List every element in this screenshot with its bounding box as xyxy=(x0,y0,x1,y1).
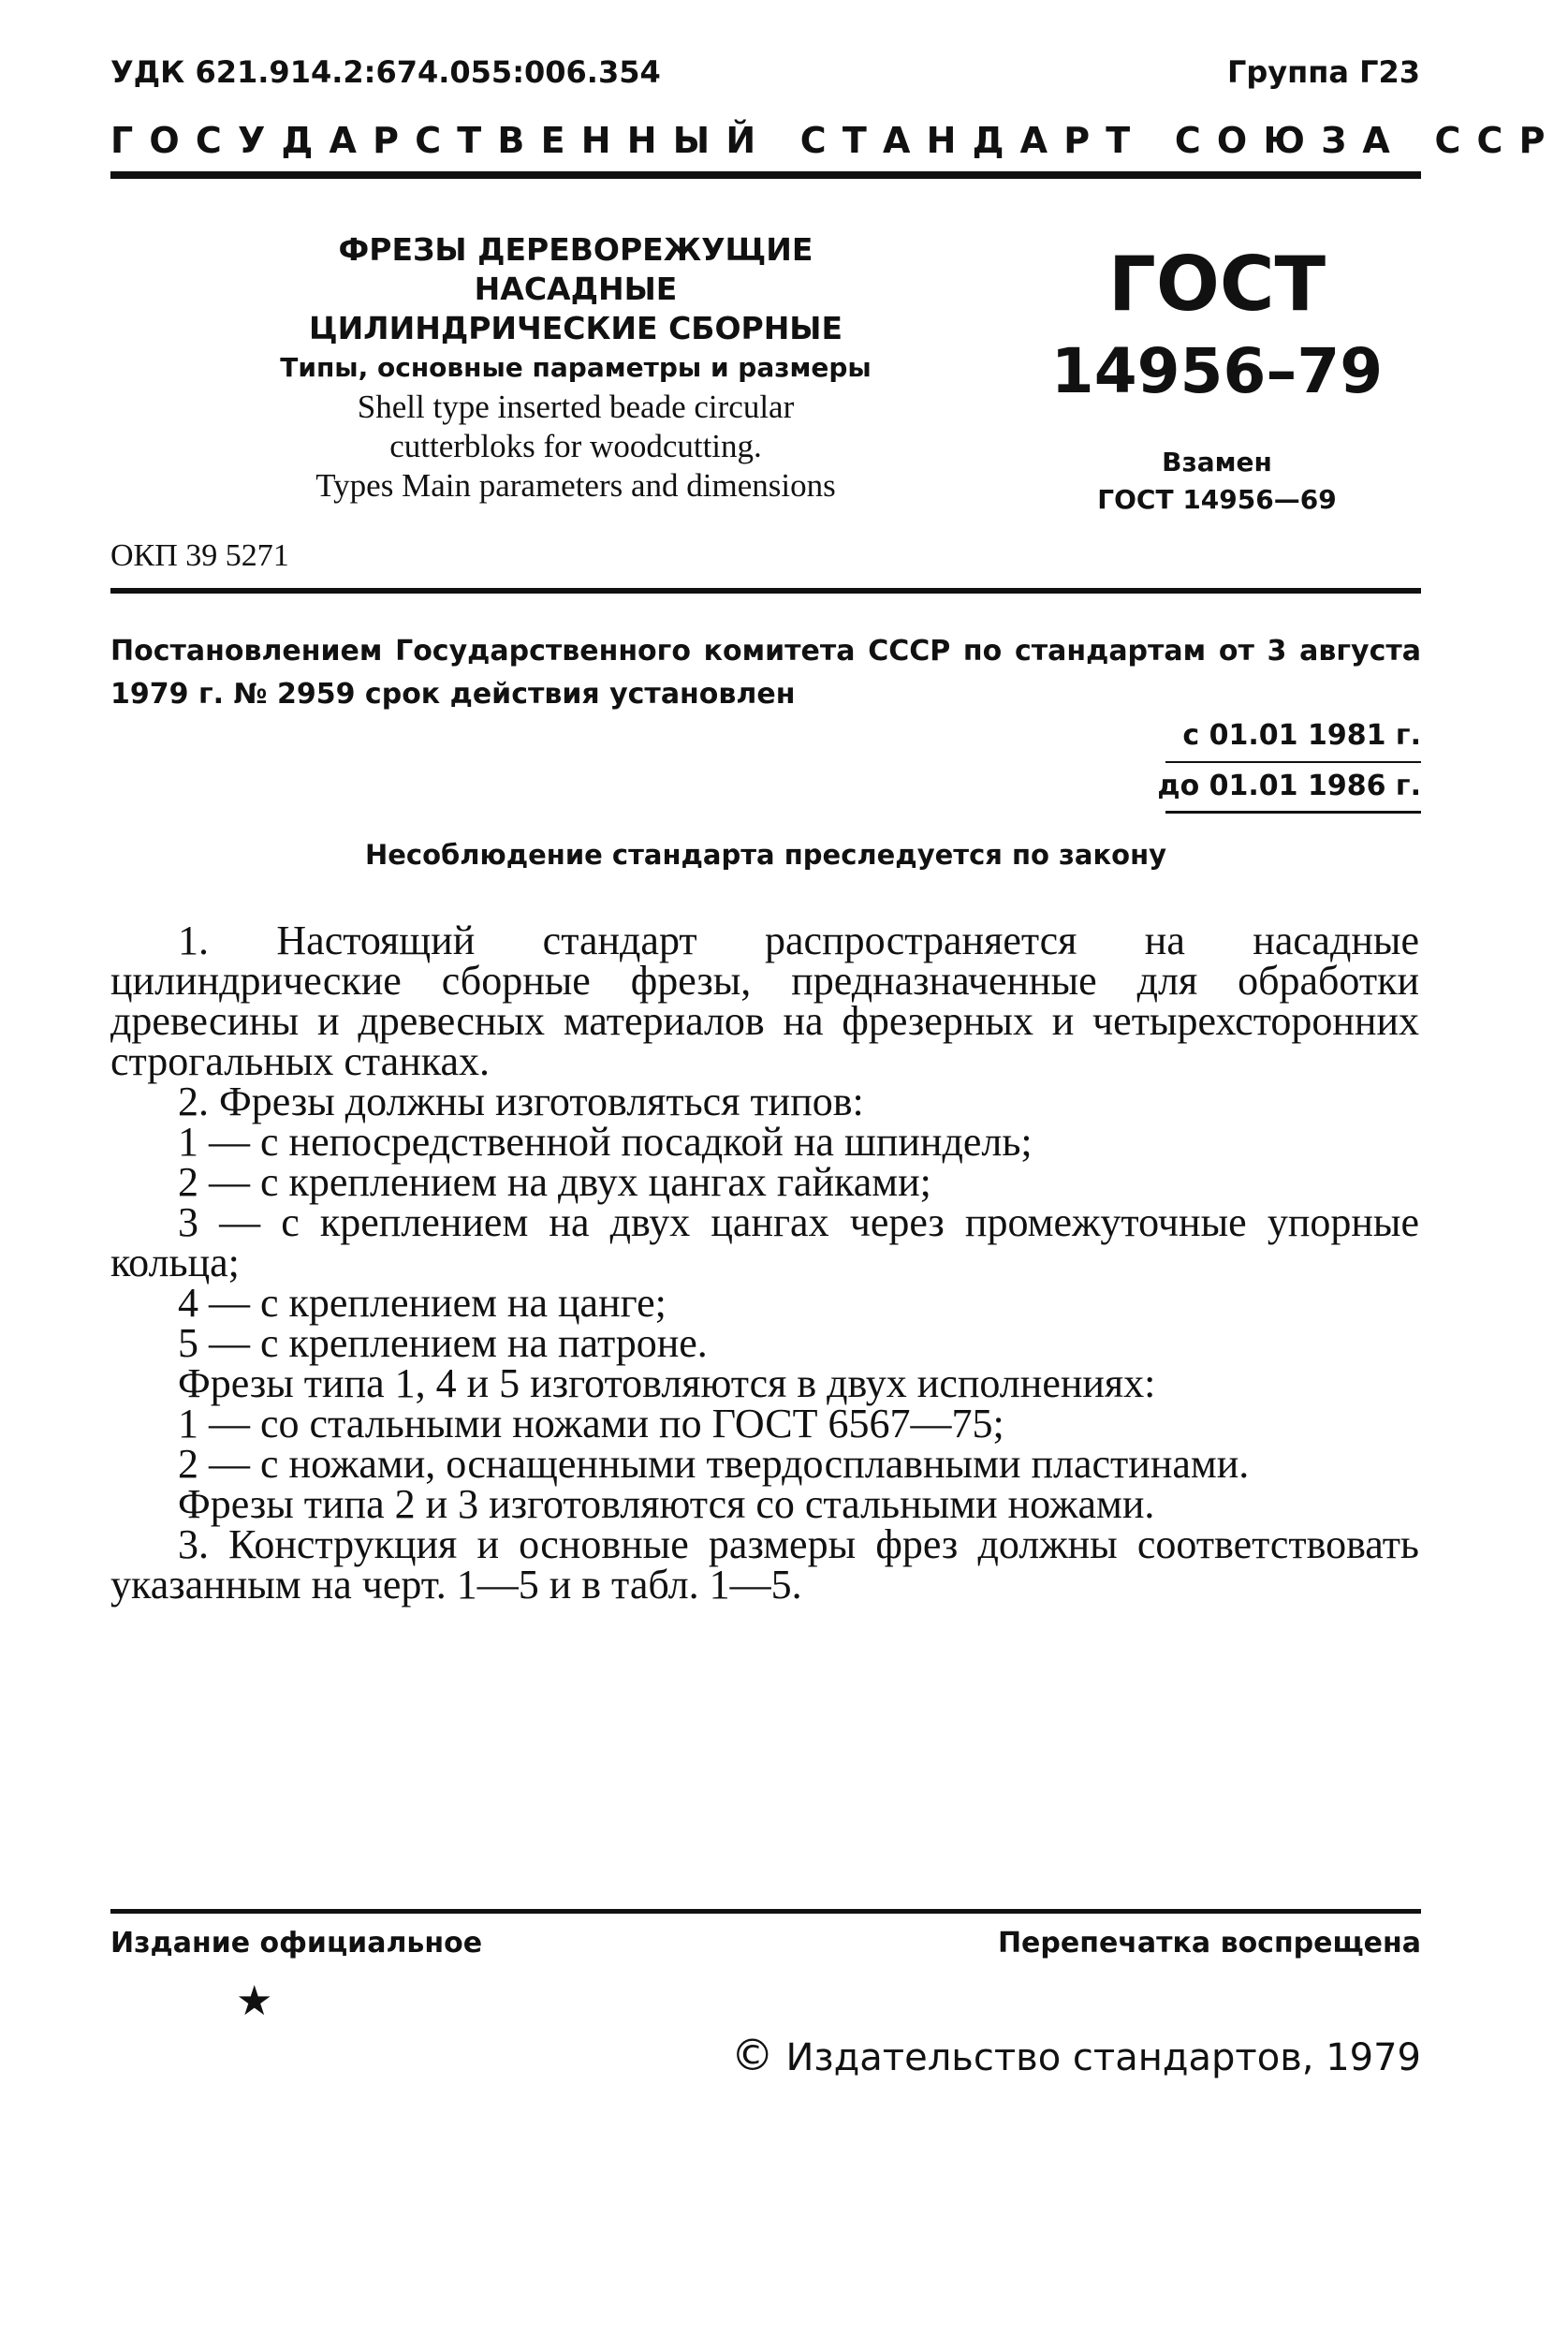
gost-block xyxy=(1039,242,1395,519)
validity-rule-bottom xyxy=(1165,811,1421,814)
gost-number: 14956–79 xyxy=(1050,335,1384,407)
execution-1: 1 — со стальными ножами по ГОСТ 6567—75; xyxy=(178,1401,1004,1446)
type-5: 5 — с креплением на патроне. xyxy=(178,1320,708,1366)
group-code: Группа Г23 xyxy=(1226,54,1420,90)
footer-rule xyxy=(110,1909,1421,1914)
title-en-line3: Types Main parameters and dimensions xyxy=(315,467,836,504)
gost-label: ГОСТ xyxy=(1107,241,1326,328)
paragraph-1: 1. Настоящий стандарт распространяется на насадные цилиндрические сборные фрезы, предназначенные для обработки древесины и древесных материалов на фрезерных и четырехсторонних строгальных станках. xyxy=(110,918,1419,1084)
title-ru-line1: ФРЕЗЫ ДЕРЕВОРЕЖУЩИЕ НАСАДНЫЕ xyxy=(338,231,813,307)
official-edition: Издание официальное xyxy=(110,1927,483,1960)
udk-code: УДК 621.914.2:674.055:006.354 xyxy=(110,54,661,90)
copyright-icon: © xyxy=(730,2030,774,2080)
law-notice: Несоблюдение стандарта преследуется по закону xyxy=(364,839,1167,871)
title-block xyxy=(253,230,899,506)
paragraph-5: 3. Конструкция и основные размеры фрез должны соответствовать указанным на черт. 1—5 и в табл. 1—5. xyxy=(110,1521,1419,1608)
okp-code: ОКП 39 5271 xyxy=(110,538,289,573)
validity-rule-top xyxy=(1165,761,1421,763)
title-en-line1: Shell type inserted beade circular xyxy=(357,389,795,425)
type-3: 3 — с креплением на двух цангах через промежуточные упорные кольца; xyxy=(110,1199,1419,1285)
type-2: 2 — с креплением на двух цангах гайками; xyxy=(178,1159,931,1205)
decree-line1: Постановлением Государственного комитета СССР по стандартам от 3 августа xyxy=(110,635,1421,668)
type-4: 4 — с креплением на цанге; xyxy=(178,1280,667,1326)
title-ru-line2: ЦИЛИНДРИЧЕСКИЕ СБОРНЫЕ xyxy=(308,310,843,346)
valid-to: до 01.01 1986 г. xyxy=(1157,770,1421,802)
body-text xyxy=(110,918,1419,1608)
copyright-line xyxy=(731,2030,1421,2080)
execution-2: 2 — с ножами, оснащенными твердосплавными пластинами. xyxy=(178,1441,1250,1487)
subtitle-ru: Типы, основные параметры и размеры xyxy=(280,352,872,383)
banner-rule xyxy=(110,171,1421,179)
reprint-prohibited: Перепечатка воспрещена xyxy=(997,1927,1421,1960)
replaces-number: ГОСТ 14956—69 xyxy=(1097,484,1337,515)
paragraph-2: 2. Фрезы должны изготовляться типов: xyxy=(178,1079,864,1124)
star-icon: ★ xyxy=(236,1977,273,2025)
replaces-label: Взамен xyxy=(1162,447,1272,477)
okp-rule xyxy=(110,588,1421,594)
title-en-line2: cutterbloks for woodcutting. xyxy=(389,428,762,464)
paragraph-3: Фрезы типа 1, 4 и 5 изготовляются в двух исполнениях: xyxy=(178,1360,1156,1406)
paragraph-4: Фрезы типа 2 и 3 изготовляются со стальными ножами. xyxy=(178,1481,1155,1527)
banner: ГОСУДАРСТВЕННЫЙ СТАНДАРТ СОЮЗА ССР xyxy=(110,120,1561,161)
valid-from: с 01.01 1981 г. xyxy=(1182,719,1421,752)
decree-line2: 1979 г. № 2959 срок действия установлен xyxy=(110,678,796,711)
type-1: 1 — с непосредственной посадкой на шпиндель; xyxy=(178,1119,1033,1165)
publisher: Издательство стандартов, 1979 xyxy=(785,2036,1421,2079)
